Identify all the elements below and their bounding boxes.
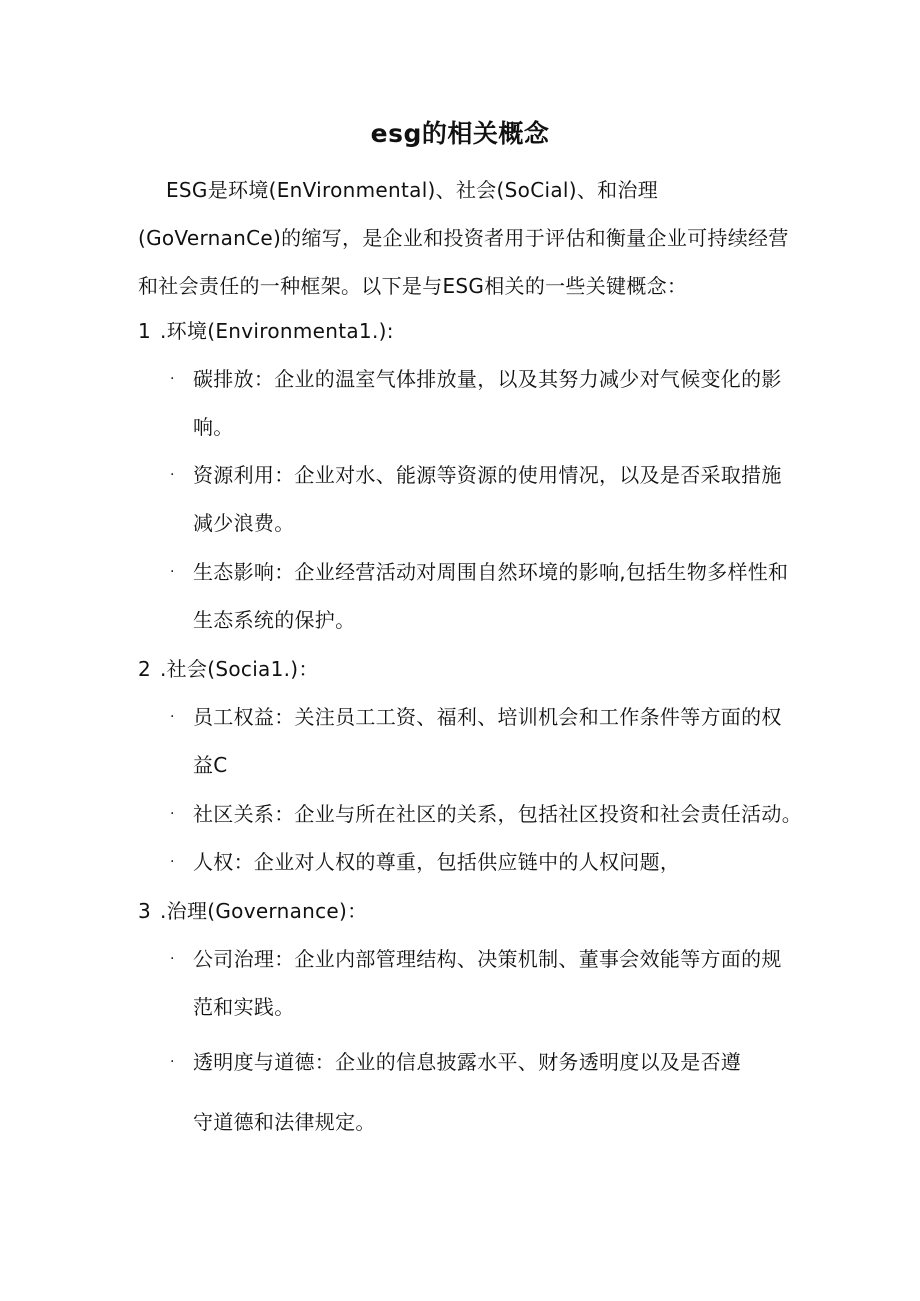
- bullet-text: 人权：企业对人权的尊重，包括供应链中的人权问题，: [193, 850, 681, 874]
- bullet-text: 社区关系：企业与所在社区的关系，包括社区投资和社会责任活动。: [193, 802, 802, 826]
- bullet-text: 生态影响：企业经营活动对周围自然环境的影响,包括生物多样性和生态系统的保护。: [193, 560, 789, 632]
- bullet-dot: ·: [170, 806, 175, 822]
- section-1-bullet-1: [170, 355, 786, 451]
- section-1-bullet-3: [170, 548, 792, 644]
- bullet-dot: ·: [170, 467, 175, 483]
- section-2-bullet-2: [170, 790, 810, 838]
- section-1-bullet-2: [170, 451, 786, 547]
- section-3-number: 3: [138, 899, 152, 923]
- section-2-bullet-1: [170, 693, 786, 789]
- intro-paragraph: ESG是环境(EnVironmental)、社会(SoCial)、和治理(GoVernanCe)的缩写，是企业和投资者用于评估和衡量企业可持续经营和社会责任的一种框架。以下是与ESG相关的一些关键概念：: [138, 178, 789, 298]
- bullet-text: 员工权益：关注员工工资、福利、培训机会和工作条件等方面的权益C: [193, 705, 782, 777]
- section-3-bullet-1: [170, 935, 786, 1031]
- section-2-bullet-3: [170, 838, 810, 886]
- section-2-heading: [138, 654, 319, 684]
- bullet-dot: ·: [170, 709, 175, 725]
- bullet-dot: ·: [170, 951, 175, 967]
- section-2-title: .社会(Socia1.)：: [160, 657, 319, 681]
- section-1-heading: [138, 316, 394, 346]
- document-title: esg的相关概念: [370, 119, 550, 148]
- bullet-text: 透明度与道德：企业的信息披露水平、财务透明度以及是否遵守道德和法律规定。: [193, 1050, 742, 1134]
- bullet-text: 公司治理：企业内部管理结构、决策机制、董事会效能等方面的规范和实践。: [193, 947, 782, 1019]
- bullet-text: 碳排放：企业的温室气体排放量，以及其努力减少对气候变化的影响。: [193, 367, 782, 439]
- bullet-dot: ·: [170, 1054, 175, 1070]
- section-2-number: 2: [138, 657, 152, 681]
- section-3-title: .治理(Governance)：: [160, 899, 368, 923]
- bullet-text: 资源利用：企业对水、能源等资源的使用情况，以及是否采取措施减少浪费。: [193, 463, 782, 535]
- bullet-dot: ·: [170, 854, 175, 870]
- bullet-dot: ·: [170, 371, 175, 387]
- bullet-dot: ·: [170, 564, 175, 580]
- section-3-bullet-2: [170, 1032, 750, 1152]
- section-3-heading: [138, 896, 367, 926]
- section-1-title: .环境(Environmenta1.):: [160, 319, 394, 343]
- section-1-number: 1: [138, 319, 152, 343]
